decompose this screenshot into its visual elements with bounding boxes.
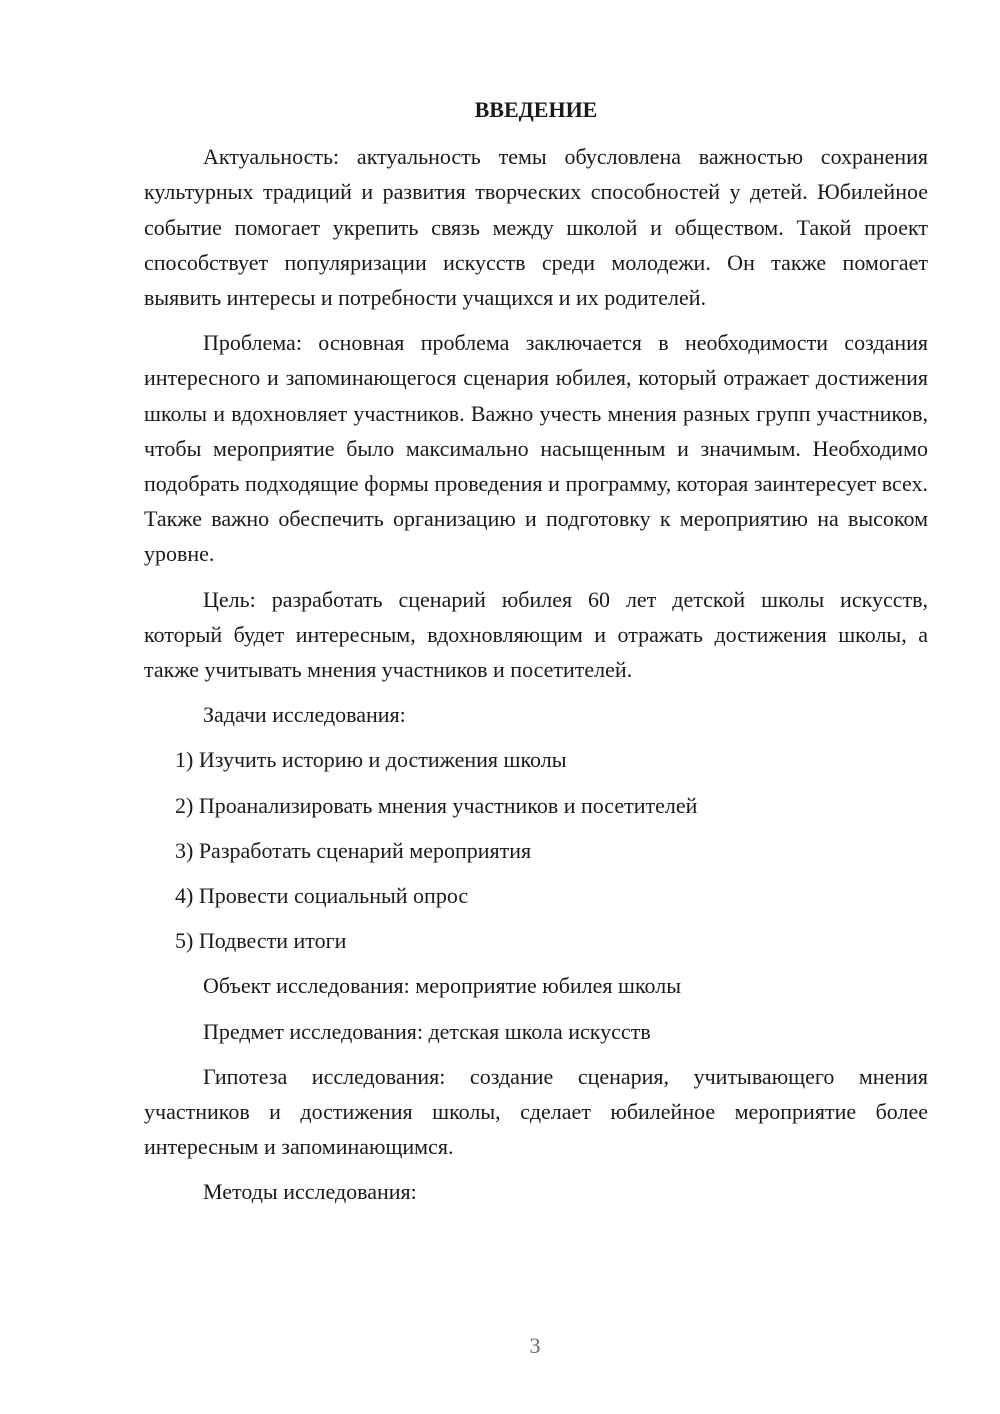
section-heading: ВВЕДЕНИЕ	[474, 97, 598, 122]
problem-paragraph: Проблема: основная проблема заключается в необходимости создания интересного и запоминающегося сценария юбилея, который отражает достижения школы и вдохновляет участников. Важно учесть мнения разных групп участников, чтобы мероприятие было максимально насыщенным и значимым. Необходимо подобрать подходящие формы проведения и программу, которая заинтересует всех. Также важно обеспечить организацию и подготовку к мероприятию на высоком уровне.	[144, 330, 928, 567]
list-item: 4) Провести социальный опрос	[175, 883, 469, 909]
hypothesis-paragraph: Гипотеза исследования: создание сценария, учитывающего мнения участников и достижения школы, сделает юбилейное мероприятие более интересным и запоминающимся.	[144, 1063, 928, 1160]
object-paragraph: Объект исследования: мероприятие юбилея школы	[203, 973, 682, 999]
page-number: 3	[529, 1333, 541, 1358]
tasks-heading: Задачи исследования:	[203, 702, 406, 728]
subject-paragraph: Предмет исследования: детская школа искусств	[203, 1018, 651, 1044]
list-item: 5) Подвести итоги	[175, 928, 347, 954]
list-item: 3) Разработать сценарий мероприятия	[175, 837, 532, 863]
methods-heading: Методы исследования:	[203, 1179, 417, 1205]
goal-paragraph: Цель: разработать сценарий юбилея 60 лет детской школы искусств, который будет интересным, вдохновляющим и отражать достижения школы, а также учитывать мнения участников и посетителей.	[144, 586, 928, 683]
list-item: 2) Проанализировать мнения участников и посетителей	[175, 792, 698, 818]
list-item: 1) Изучить историю и достижения школы	[175, 747, 567, 773]
tasks-list	[144, 742, 928, 958]
relevance-paragraph: Актуальность: актуальность темы обусловлена важностью сохранения культурных традиций и развития творческих способностей у детей. Юбилейное событие помогает укрепить связь между школой и обществом. Такой проект способствует популяризации искусств среди молодежи. Он также помогает выявить интересы и потребности учащихся и их родителей.	[144, 144, 928, 311]
document-page	[144, 92, 928, 1220]
